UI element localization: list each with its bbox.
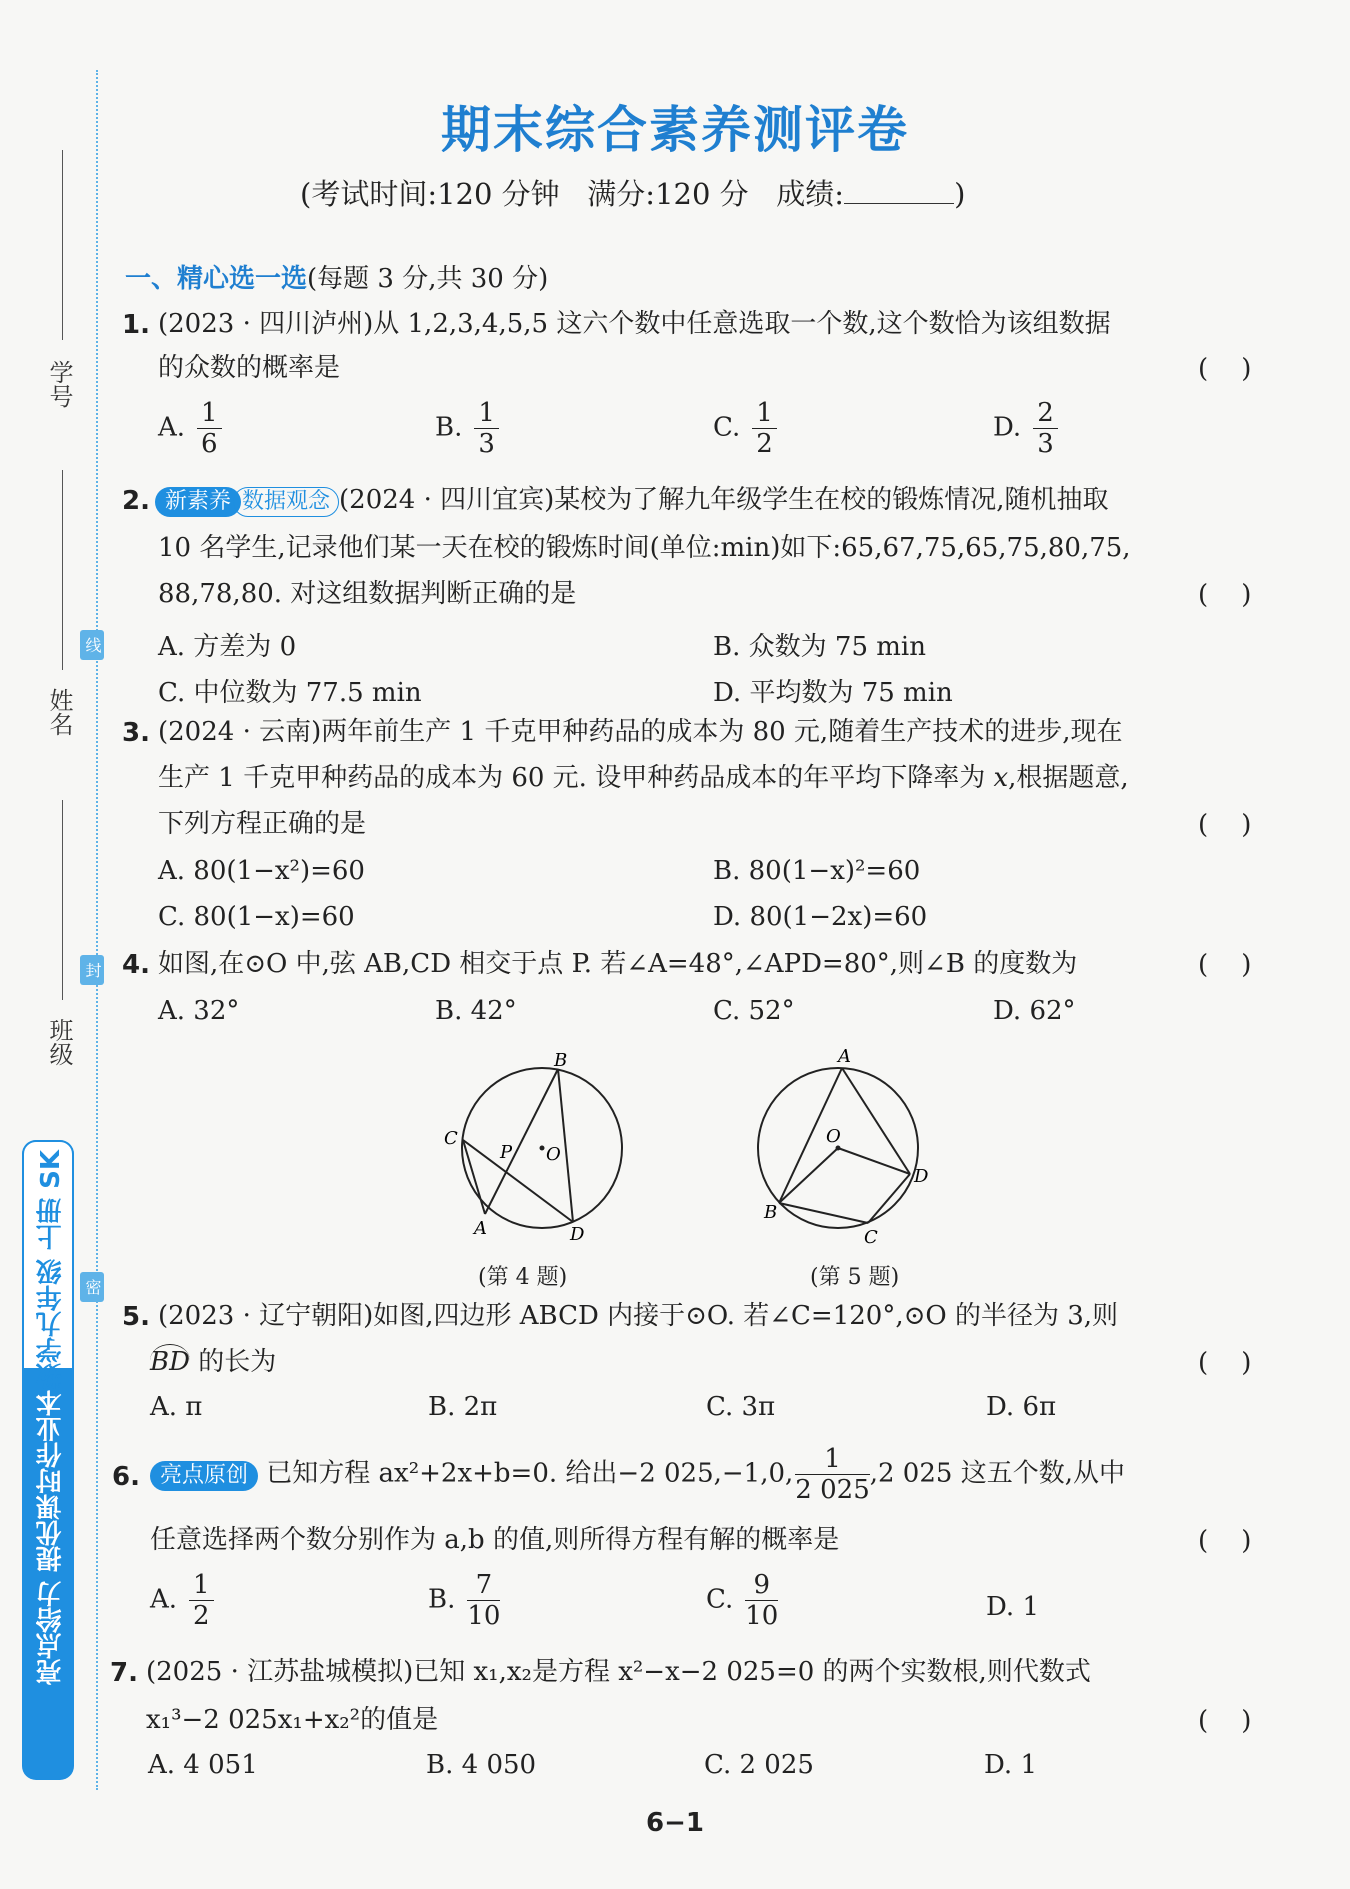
q3-option-c: C. 80(1−x)=60 [158, 902, 355, 932]
q5-option-c: C. 3π [706, 1392, 776, 1422]
section-note: (每题 3 分,共 30 分) [307, 264, 549, 294]
q5-point-a: A [838, 1046, 851, 1067]
book-spine [22, 1140, 74, 1780]
q1-answer-paren: ( ) [1198, 354, 1252, 384]
q2-number: 2. [122, 486, 150, 516]
section-heading [125, 258, 548, 295]
figure-q4 [444, 1050, 622, 1245]
q2-badge: 新素养 [155, 487, 241, 517]
q5-point-o: O [826, 1126, 841, 1147]
q5-option-b: B. 2π [428, 1392, 498, 1422]
q4-point-b: B [554, 1050, 568, 1071]
spine-book-title: 数学九年级 上册 SK [36, 1150, 66, 1389]
q6-answer-paren: ( ) [1198, 1526, 1252, 1556]
name-blank [62, 470, 63, 670]
q6-badge: 亮点原创 [150, 1461, 258, 1491]
q3-option-a: A. 80(1−x²)=60 [158, 856, 365, 886]
q6-number: 6. [112, 1462, 140, 1492]
q2-option-c: C. 中位数为 77.5 min [158, 678, 422, 708]
exam-subtitle [300, 172, 965, 213]
seal-line-mark: 线 [80, 630, 104, 660]
q3-number: 3. [122, 718, 150, 748]
q3-line2: 生产 1 千克甲种药品的成本为 60 元. 设甲种药品成本的年平均下降率为 x,根据题意, [158, 763, 1129, 793]
q5-figure-caption: (第 5 题) [810, 1265, 900, 1290]
q5-line2: BD 的长为 [150, 1346, 276, 1378]
q2-answer-paren: ( ) [1198, 580, 1252, 610]
q5-number: 5. [122, 1302, 150, 1332]
score-blank [844, 177, 954, 204]
q4-point-d: D [570, 1224, 585, 1245]
class-blank [62, 800, 63, 1000]
q7-option-c: C. 2 025 [704, 1750, 814, 1780]
q6-option-a: A. $\frac{1}{2}$ [150, 1570, 214, 1631]
q1-line1: (2023 · 四川泸州)从 1,2,3,4,5,5 这六个数中任意选取一个数,这个数恰为该组数据 [158, 309, 1111, 339]
q7-option-b: B. 4 050 [426, 1750, 537, 1780]
q7-number: 7. [110, 1658, 138, 1688]
q4-point-o: O [546, 1144, 561, 1165]
q6-option-b: B. $\frac{7}{10}$ [428, 1570, 501, 1631]
q5-option-a: A. π [150, 1392, 203, 1422]
q5-point-c: C [864, 1227, 878, 1248]
q2-line2: 10 名学生,记录他们某一天在校的锻炼时间(单位:min)如下:65,67,75,65,75,80,75, [158, 533, 1131, 563]
section-title: 一、精心选一选 [125, 264, 308, 294]
student-id-label: 学号 [45, 360, 73, 408]
q7-answer-paren: ( ) [1198, 1706, 1252, 1736]
class-label: 班级 [45, 1018, 73, 1066]
q3-line3: 下列方程正确的是 [158, 809, 367, 839]
q6-line2: 任意选择两个数分别作为 a,b 的值,则所得方程有解的概率是 [150, 1525, 840, 1555]
binding-dotted-line [96, 70, 98, 1790]
q1-option-a: A. $\frac{1}{6}$ [158, 398, 222, 459]
q2-line3: 88,78,80. 对这组数据判断正确的是 [158, 579, 577, 609]
q4-option-a: A. 32° [158, 996, 240, 1026]
q1-option-c: C. $\frac{1}{2}$ [713, 398, 777, 459]
q4-number: 4. [122, 950, 150, 980]
q2-line1: 新素养 数据观念 (2024 · 四川宜宾)某校为了解九年级学生在校的锻炼情况,随机抽取 [155, 484, 1109, 517]
q4-option-c: C. 52° [713, 996, 795, 1026]
q7-line1: (2025 · 江苏盐城模拟)已知 x₁,x₂是方程 x²−x−2 025=0 的两个实数根,则代数式 [146, 1657, 1091, 1687]
q1-line2: 的众数的概率是 [158, 353, 341, 383]
page-number: 6−1 [646, 1808, 704, 1838]
q5-option-d: D. 6π [986, 1392, 1057, 1422]
q4-option-d: D. 62° [993, 996, 1076, 1026]
q3-option-d: D. 80(1−2x)=60 [713, 902, 928, 932]
q1-number: 1. [122, 310, 150, 340]
q4-point-c: C [444, 1128, 458, 1149]
name-label: 姓名 [45, 688, 73, 736]
q6-option-c: C. $\frac{9}{10}$ [706, 1570, 779, 1631]
subtitle-text: (考试时间:120 分钟 满分:120 分 成绩: [300, 177, 845, 211]
q4-answer-paren: ( ) [1198, 950, 1252, 980]
seal-secret-mark: 密 [80, 1272, 104, 1302]
q3-line1: (2024 · 云南)两年前生产 1 千克甲种药品的成本为 80 元,随着生产技术的进步,现在 [158, 717, 1123, 747]
q7-option-a: A. 4 051 [148, 1750, 258, 1780]
spine-series-title: 亮点给力 提优课时作业本 [36, 1390, 66, 1686]
q2-option-d: D. 平均数为 75 min [713, 678, 953, 708]
q5-line1: (2023 · 辽宁朝阳)如图,四边形 ABCD 内接于⊙O. 若∠C=120°,⊙O 的半径为 3,则 [158, 1301, 1119, 1331]
q5-point-d: D [914, 1166, 929, 1187]
q5-answer-paren: ( ) [1198, 1348, 1252, 1378]
q6-line1: 亮点原创 已知方程 ax²+2x+b=0. 给出−2 025,−1,0, $\frac{1}{2 025}$ ,2 025 这五个数,从中 [150, 1444, 1125, 1505]
q4-line1: 如图,在⊙O 中,弦 AB,CD 相交于点 P. 若∠A=48°,∠APD=80°,则∠B 的度数为 [158, 949, 1078, 979]
q3-answer-paren: ( ) [1198, 810, 1252, 840]
q1-option-d: D. $\frac{2}{3}$ [993, 398, 1058, 459]
q2-option-b: B. 众数为 75 min [713, 632, 926, 662]
student-id-blank [62, 150, 63, 340]
q2-badge-topic: 数据观念 [233, 487, 339, 517]
seal-seal-mark: 封 [80, 955, 104, 985]
q4-point-a: A [474, 1218, 487, 1239]
q5-point-b: B [764, 1202, 778, 1223]
q4-point-p: P [500, 1142, 513, 1163]
q5-arc-bd: BD [150, 1344, 190, 1377]
figure-q5 [758, 1046, 929, 1248]
q2-option-a: A. 方差为 0 [158, 632, 297, 662]
subtitle-end: ) [954, 177, 966, 211]
q6-option-d: D. 1 [986, 1592, 1039, 1622]
q4-option-b: B. 42° [435, 996, 517, 1026]
q7-line2: x₁³−2 025x₁+x₂²的值是 [146, 1705, 439, 1735]
q3-option-b: B. 80(1−x)²=60 [713, 856, 921, 886]
exam-title: 期末综合素养测评卷 [441, 101, 909, 159]
geometry-figures [430, 1040, 950, 1260]
q4-figure-caption: (第 4 题) [478, 1265, 568, 1290]
q1-option-b: B. $\frac{1}{3}$ [435, 398, 499, 459]
q7-option-d: D. 1 [984, 1750, 1037, 1780]
